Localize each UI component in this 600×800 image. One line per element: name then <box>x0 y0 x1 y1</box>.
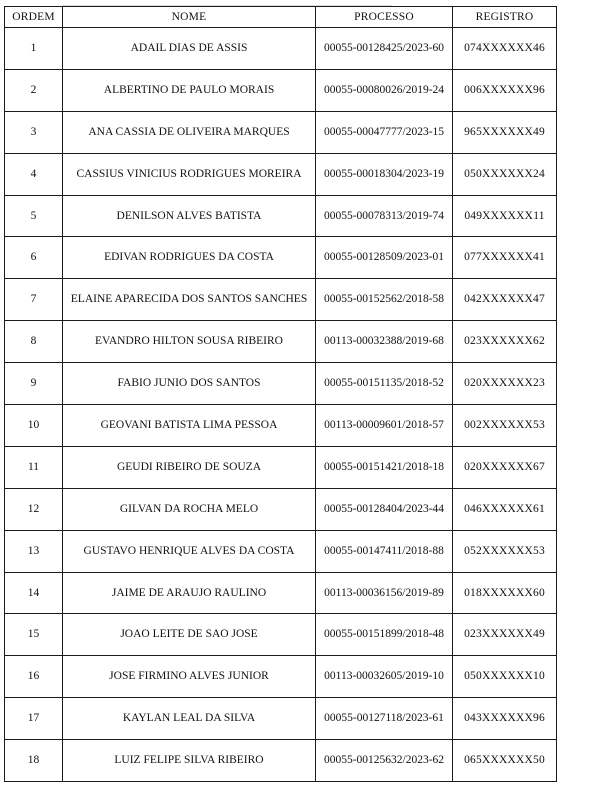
cell-ordem: 18 <box>5 740 63 782</box>
cell-ordem: 15 <box>5 614 63 656</box>
cell-ordem: 7 <box>5 279 63 321</box>
cell-ordem: 8 <box>5 321 63 363</box>
table-row <box>5 28 557 70</box>
cell-ordem: 12 <box>5 488 63 530</box>
table-row <box>5 530 557 572</box>
cell-processo: 00055-00080026/2019-24 <box>316 69 453 111</box>
cell-nome: FABIO JUNIO DOS SANTOS <box>63 363 316 405</box>
cell-nome: JOSE FIRMINO ALVES JUNIOR <box>63 656 316 698</box>
cell-ordem: 13 <box>5 530 63 572</box>
cell-registro: 050XXXXXX10 <box>453 656 557 698</box>
cell-registro: 018XXXXXX60 <box>453 572 557 614</box>
table-body <box>5 28 557 782</box>
table-row <box>5 69 557 111</box>
cell-nome: GILVAN DA ROCHA MELO <box>63 488 316 530</box>
cell-registro: 023XXXXXX62 <box>453 321 557 363</box>
cell-processo: 00055-00151899/2018-48 <box>316 614 453 656</box>
header-registro: REGISTRO <box>453 7 557 28</box>
cell-processo: 00113-00009601/2018-57 <box>316 405 453 447</box>
cell-processo: 00055-00128425/2023-60 <box>316 28 453 70</box>
header-nome: NOME <box>63 7 316 28</box>
cell-ordem: 2 <box>5 69 63 111</box>
cell-registro: 965XXXXXX49 <box>453 111 557 153</box>
cell-nome: CASSIUS VINICIUS RODRIGUES MOREIRA <box>63 153 316 195</box>
cell-ordem: 17 <box>5 698 63 740</box>
cell-ordem: 10 <box>5 405 63 447</box>
cell-registro: 006XXXXXX96 <box>453 69 557 111</box>
cell-ordem: 14 <box>5 572 63 614</box>
table-row <box>5 363 557 405</box>
table-row <box>5 237 557 279</box>
cell-nome: ADAIL DIAS DE ASSIS <box>63 28 316 70</box>
cell-ordem: 3 <box>5 111 63 153</box>
cell-nome: ALBERTINO DE PAULO MORAIS <box>63 69 316 111</box>
table-row <box>5 614 557 656</box>
cell-ordem: 9 <box>5 363 63 405</box>
cell-registro: 020XXXXXX23 <box>453 363 557 405</box>
cell-ordem: 1 <box>5 28 63 70</box>
cell-processo: 00113-00036156/2019-89 <box>316 572 453 614</box>
cell-processo: 00055-00152562/2018-58 <box>316 279 453 321</box>
table-row <box>5 153 557 195</box>
cell-registro: 052XXXXXX53 <box>453 530 557 572</box>
table-row <box>5 572 557 614</box>
cell-nome: DENILSON ALVES BATISTA <box>63 195 316 237</box>
table-row <box>5 446 557 488</box>
cell-processo: 00055-00127118/2023-61 <box>316 698 453 740</box>
cell-nome: ANA CASSIA DE OLIVEIRA MARQUES <box>63 111 316 153</box>
cell-processo: 00055-00151421/2018-18 <box>316 446 453 488</box>
cell-nome: EVANDRO HILTON SOUSA RIBEIRO <box>63 321 316 363</box>
cell-nome: GEOVANI BATISTA LIMA PESSOA <box>63 405 316 447</box>
cell-processo: 00055-00047777/2023-15 <box>316 111 453 153</box>
header-ordem: ORDEM <box>5 7 63 28</box>
cell-nome: JAIME DE ARAUJO RAULINO <box>63 572 316 614</box>
cell-processo: 00113-00032605/2019-10 <box>316 656 453 698</box>
cell-processo: 00055-00151135/2018-52 <box>316 363 453 405</box>
cell-nome: GUSTAVO HENRIQUE ALVES DA COSTA <box>63 530 316 572</box>
cell-processo: 00055-00018304/2023-19 <box>316 153 453 195</box>
table-row <box>5 656 557 698</box>
cell-processo: 00055-00147411/2018-88 <box>316 530 453 572</box>
table-row <box>5 279 557 321</box>
cell-ordem: 5 <box>5 195 63 237</box>
cell-registro: 023XXXXXX49 <box>453 614 557 656</box>
cell-registro: 020XXXXXX67 <box>453 446 557 488</box>
cell-ordem: 4 <box>5 153 63 195</box>
cell-registro: 077XXXXXX41 <box>453 237 557 279</box>
cell-nome: EDIVAN RODRIGUES DA COSTA <box>63 237 316 279</box>
cell-processo: 00055-00128509/2023-01 <box>316 237 453 279</box>
cell-processo: 00055-00128404/2023-44 <box>316 488 453 530</box>
cell-nome: KAYLAN LEAL DA SILVA <box>63 698 316 740</box>
cell-ordem: 6 <box>5 237 63 279</box>
cell-registro: 046XXXXXX61 <box>453 488 557 530</box>
cell-ordem: 16 <box>5 656 63 698</box>
cell-nome: GEUDI RIBEIRO DE SOUZA <box>63 446 316 488</box>
table-row <box>5 698 557 740</box>
table-row <box>5 111 557 153</box>
cell-nome: JOAO LEITE DE SAO JOSE <box>63 614 316 656</box>
cell-registro: 002XXXXXX53 <box>453 405 557 447</box>
table-row <box>5 405 557 447</box>
table-header-row <box>5 7 557 28</box>
cell-processo: 00055-00125632/2023-62 <box>316 740 453 782</box>
cell-registro: 049XXXXXX11 <box>453 195 557 237</box>
cell-registro: 042XXXXXX47 <box>453 279 557 321</box>
cell-registro: 074XXXXXX46 <box>453 28 557 70</box>
table-row <box>5 740 557 782</box>
cell-processo: 00055-00078313/2019-74 <box>316 195 453 237</box>
cell-processo: 00113-00032388/2019-68 <box>316 321 453 363</box>
table-row <box>5 488 557 530</box>
table-row <box>5 321 557 363</box>
table-row <box>5 195 557 237</box>
cell-ordem: 11 <box>5 446 63 488</box>
header-processo: PROCESSO <box>316 7 453 28</box>
roster-table <box>4 6 557 782</box>
cell-registro: 050XXXXXX24 <box>453 153 557 195</box>
cell-nome: LUIZ FELIPE SILVA RIBEIRO <box>63 740 316 782</box>
cell-registro: 065XXXXXX50 <box>453 740 557 782</box>
cell-nome: ELAINE APARECIDA DOS SANTOS SANCHES <box>63 279 316 321</box>
cell-registro: 043XXXXXX96 <box>453 698 557 740</box>
